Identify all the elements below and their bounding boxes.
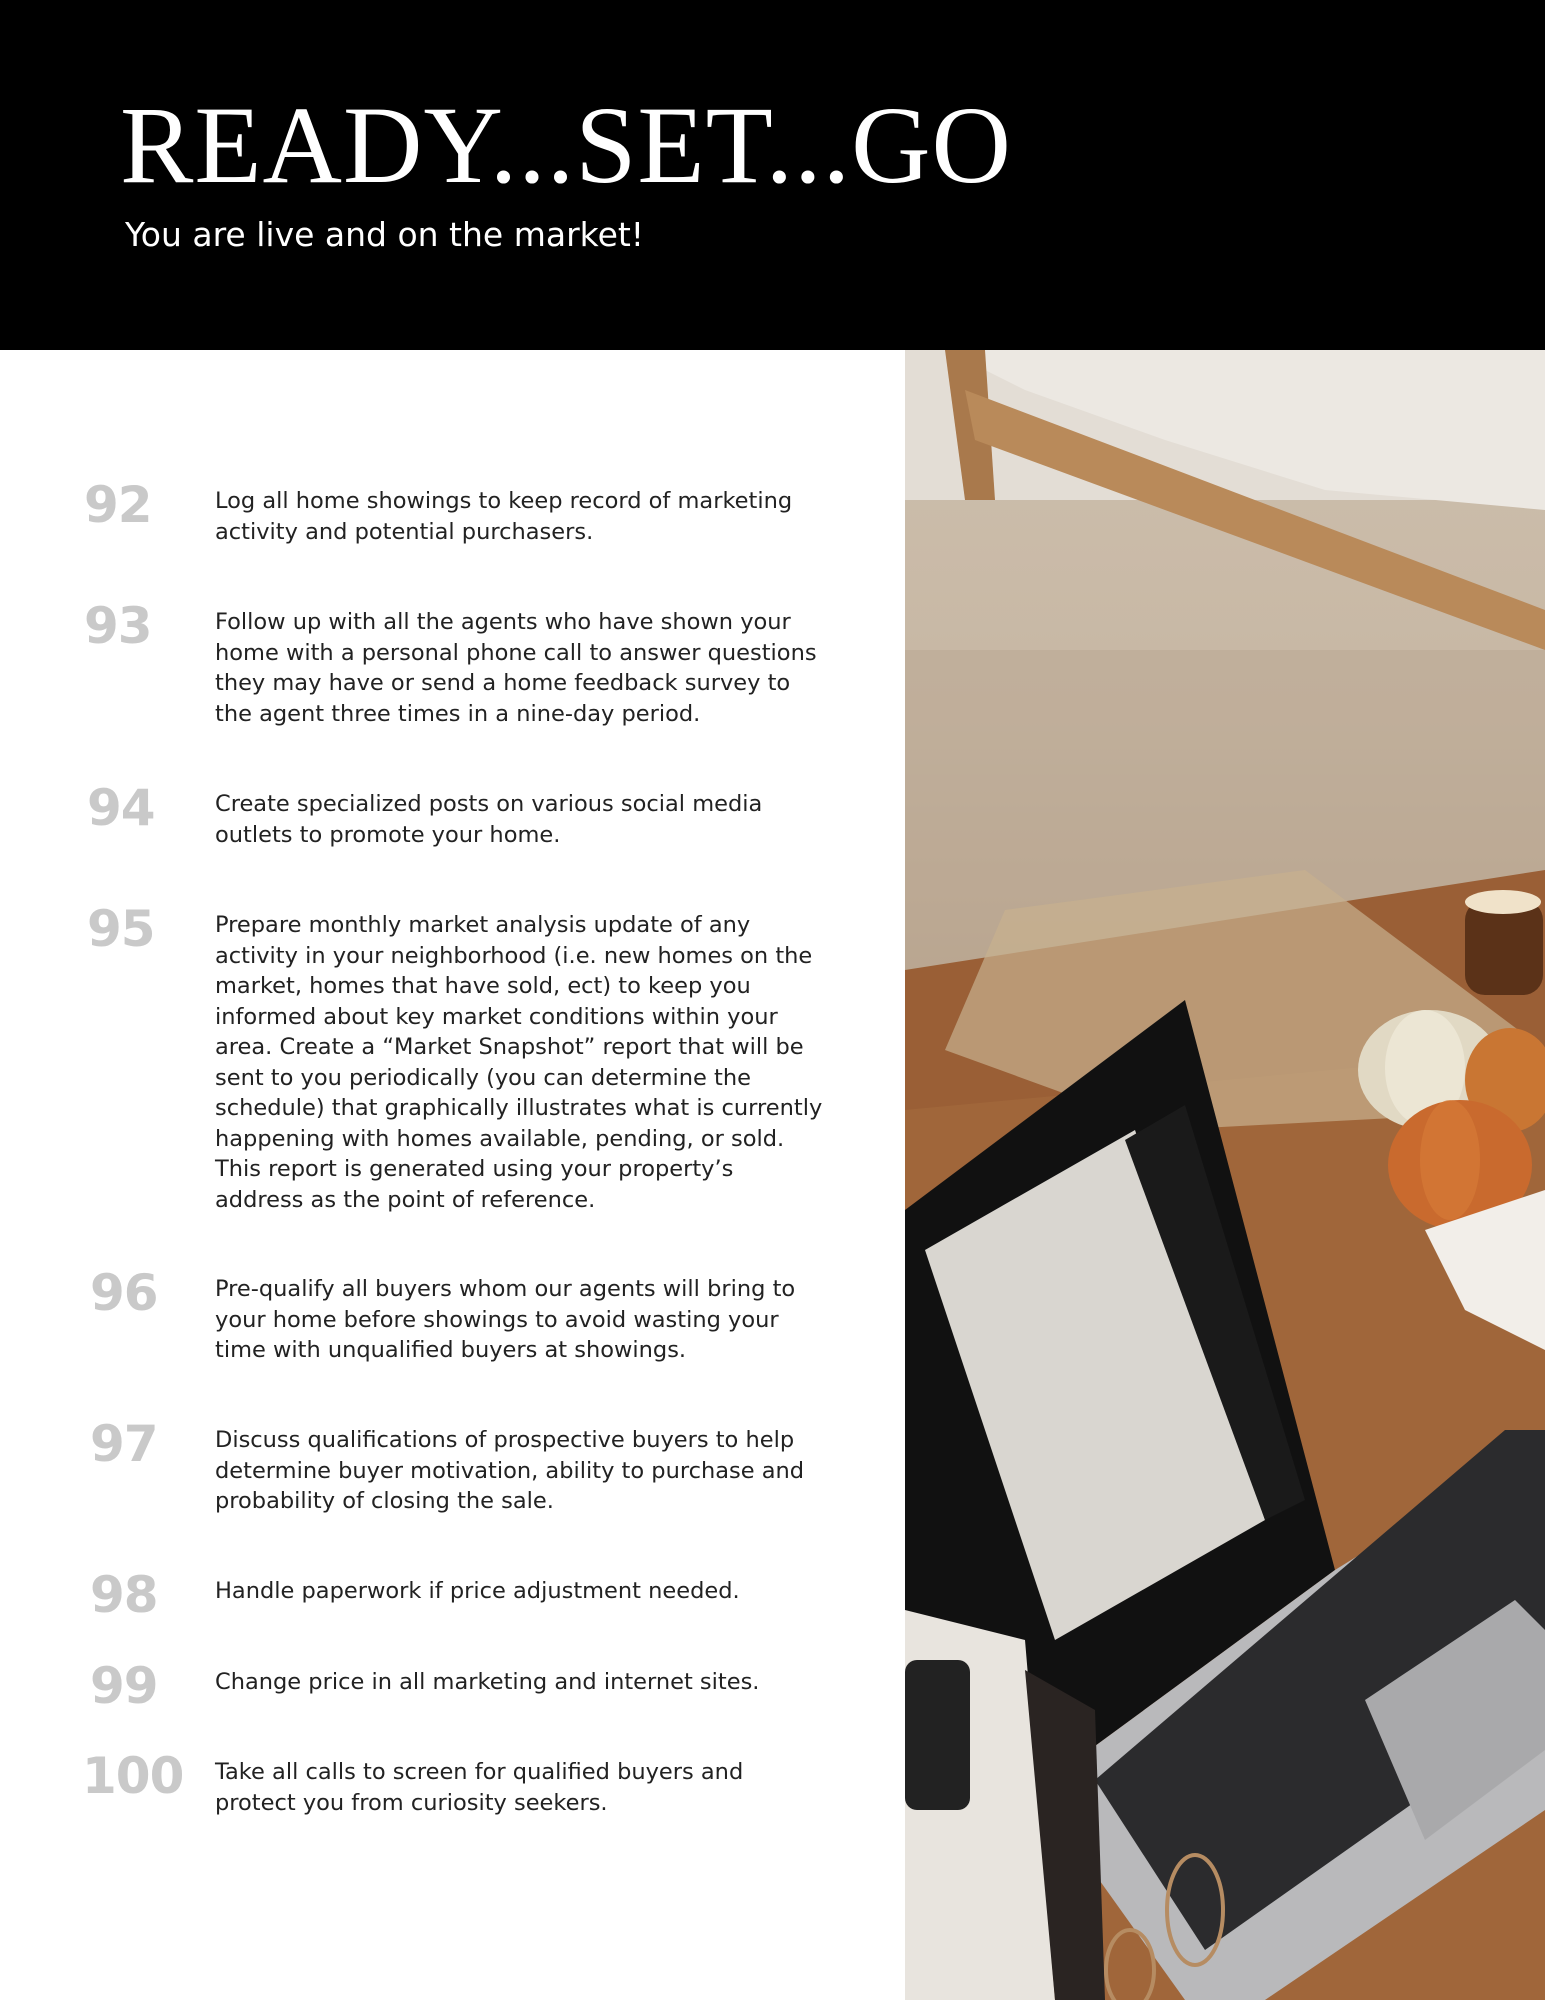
step-number: 94	[87, 779, 155, 837]
step-text: Pre-qualify all buyers whom our agents will bring to your home before showings to avoid wasting your time with unqualified buyers at showings.	[215, 1276, 796, 1363]
step-text: Handle paperwork if price adjustment needed.	[215, 1578, 740, 1604]
step-number: 100	[82, 1747, 184, 1805]
step-number: 95	[87, 900, 155, 958]
step-text: Create specialized posts on various social media outlets to promote your home.	[215, 791, 763, 848]
step-number: 97	[90, 1415, 158, 1473]
step-text: Log all home showings to keep record of marketing activity and potential purchasers.	[215, 488, 793, 545]
step-number: 93	[84, 597, 152, 655]
step-text: Discuss qualifications of prospective buyers to help determine buyer motivation, ability to purchase and probability of closing the sale.	[215, 1427, 805, 1514]
step-text: Take all calls to screen for qualified buyers and protect you from curiosity seekers.	[215, 1759, 744, 1816]
step-number: 92	[84, 476, 152, 534]
laptop-desk-photo	[905, 350, 1545, 2000]
step-text: Change price in all marketing and internet sites.	[215, 1669, 760, 1695]
photo-illustration	[905, 350, 1545, 2000]
step-number: 96	[90, 1264, 158, 1322]
page-subtitle: You are live and on the market!	[125, 215, 645, 254]
page-title: READY...SET...GO	[120, 84, 1012, 206]
step-text: Prepare monthly market analysis update of any activity in your neighborhood (i.e. new homes on the market, homes that have sold, ect) to keep you informed about key market conditions within your area. Create a “Market Snapshot” report that will be sent to you periodically (you can determine the schedule) that graphically illustrates what is currently happening with homes available, pending, or sold. This report is generated using your property’s address as the point of reference.	[215, 912, 823, 1213]
step-text: Follow up with all the agents who have shown your home with a personal phone call to answer questions they may have or send a home feedback survey to the agent three times in a nine-day period.	[215, 609, 817, 727]
step-number: 98	[90, 1566, 158, 1624]
step-number: 99	[90, 1657, 158, 1715]
